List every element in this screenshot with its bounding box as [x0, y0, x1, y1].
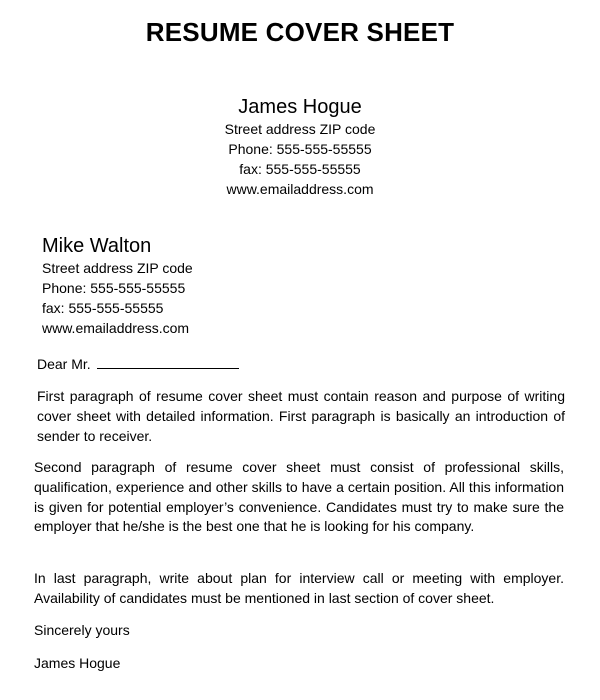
paragraph-1: First paragraph of resume cover sheet must contain reason and purpose of writing cover sheet with detailed information. First paragraph is basically an introduction of sender to receiver. [37, 388, 565, 444]
recipient-block [42, 234, 193, 338]
paragraph-3: In last paragraph, write about plan for interview call or meeting with employer. Availability of candidates must be mentioned in last section of cover sheet. [34, 570, 564, 606]
sender-name: James Hogue [238, 96, 362, 118]
closing-line: Sincerely yours [34, 622, 130, 638]
recipient-address: Street address ZIP code [42, 260, 193, 276]
salutation-line [37, 354, 239, 374]
recipient-email: www.emailaddress.com [42, 320, 190, 336]
sender-phone: Phone: 555-555-55555 [228, 141, 372, 157]
sender-email: www.emailaddress.com [226, 181, 374, 197]
salutation-text: Dear Mr. [37, 356, 91, 372]
recipient-phone: Phone: 555-555-55555 [42, 280, 186, 296]
recipient-fax: fax: 555-555-55555 [42, 300, 164, 316]
sender-fax: fax: 555-555-55555 [239, 161, 361, 177]
recipient-name-blank [97, 354, 239, 369]
paragraph-2: Second paragraph of resume cover sheet must consist of professional skills, qualification, experience and other skills to have a certain position. All this information is given for potential employer’s convenience. Candidates must try to make sure the employer that he/she is the best one that he is looking for his company. [34, 459, 564, 535]
sender-address: Street address ZIP code [224, 121, 376, 137]
document-title: RESUME COVER SHEET [145, 17, 455, 47]
recipient-name: Mike Walton [42, 235, 152, 257]
signature-name: James Hogue [34, 655, 121, 671]
sender-block [0, 95, 600, 199]
